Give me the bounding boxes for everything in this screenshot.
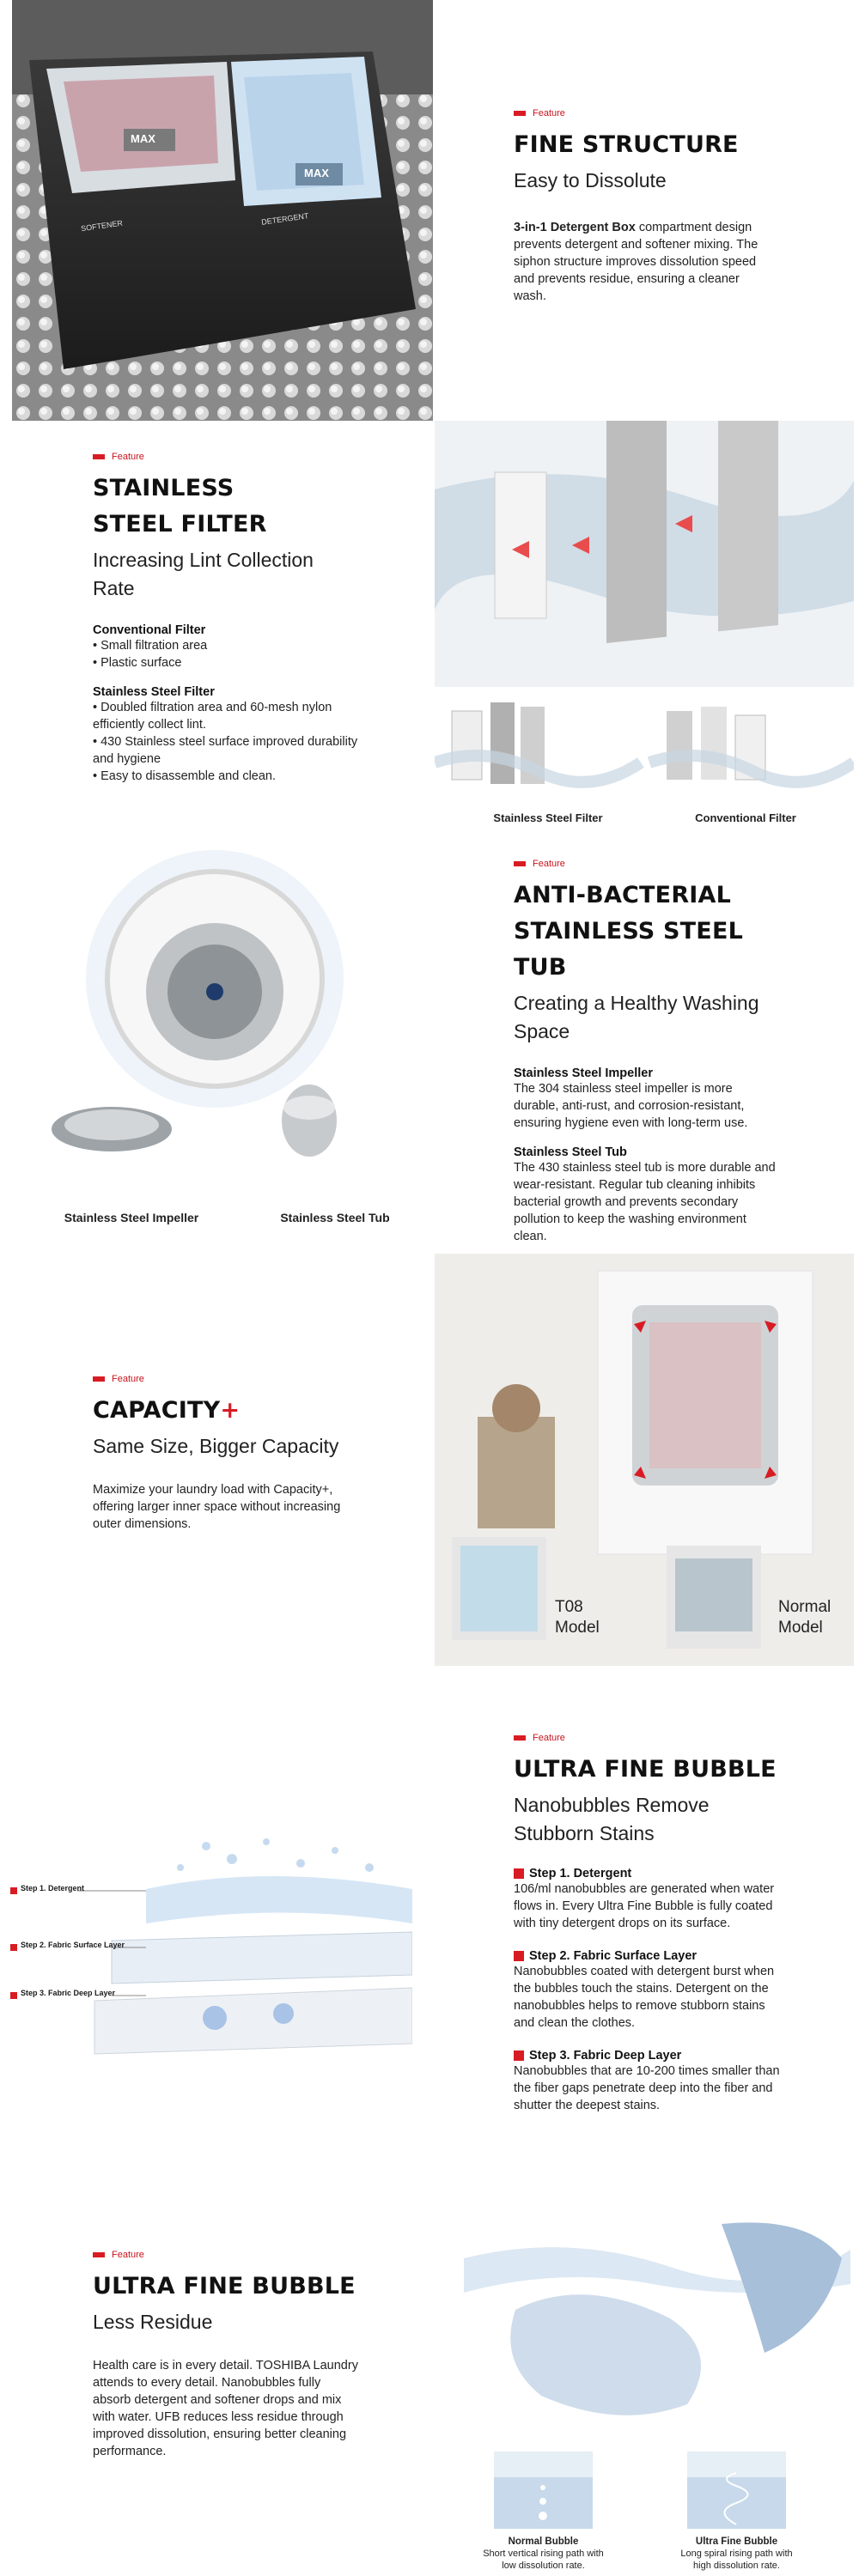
tub-impeller-image — [17, 841, 395, 1202]
section-ufb-residue — [0, 2198, 859, 2576]
filter-comparison-image — [435, 694, 854, 805]
ufb-caption: Ultra Fine Bubble Long spiral rising path with high dissolution rate. — [680, 2537, 793, 2571]
conventional-filter-list: • Small filtration area • Plastic surface — [93, 639, 208, 670]
anti-bacterial-subtitle: Creating a Healthy Washing Space — [514, 992, 759, 1042]
feature-tag-marker — [93, 1376, 105, 1382]
feature-tag-marker — [93, 2252, 105, 2257]
feature-tag: Feature — [93, 452, 368, 462]
tub-heading: Stainless Steel Tub — [514, 1145, 627, 1159]
max-label-1: MAX — [131, 132, 155, 145]
ufb-stains-text — [514, 1733, 780, 2114]
step3-body: Nanobubbles that are 10-200 times smaller than the fiber gaps penetrate deep into the fiber and shutter the deepest stains. — [514, 2064, 780, 2112]
step1-marker — [514, 1868, 524, 1879]
feature-tag: Feature — [514, 859, 780, 869]
detergent-label: DETERGENT — [260, 211, 309, 227]
normal-bubble-caption: Normal Bubble Short vertical rising path with low dissolution rate. — [483, 2537, 604, 2571]
normal-bubble-image — [494, 2451, 593, 2529]
section-ufb-stains — [0, 1717, 859, 2198]
step3-marker — [514, 2050, 524, 2061]
fine-structure-text — [514, 108, 771, 305]
step2-heading: Step 2. Fabric Surface Layer — [514, 1949, 780, 1963]
feature-tag-marker — [514, 111, 526, 116]
section-steel-filter — [0, 421, 859, 841]
feature-tag: Feature — [93, 2250, 368, 2260]
step2-body: Nanobubbles coated with detergent burst when the bubbles touch the stains. Detergent on the nanobubbles helps to remove stubborn stains and clean the clothes. — [514, 1965, 775, 2030]
anti-bacterial-title: ANTI-BACTERIAL STAINLESS STEEL TUB — [514, 882, 743, 981]
model-label-t08: T08 Model — [555, 1598, 600, 1637]
caption-steel-filter: Stainless Steel Filter — [493, 811, 603, 824]
feature-tag-marker — [514, 1735, 526, 1741]
steel-filter-list: • Doubled filtration area and 60-mesh nylon efficiently collect lint. • 430 Stainless steel surface improved durability and hygiene • Easy to disassemble and clean. — [93, 701, 358, 783]
section-capacity — [0, 1254, 859, 1683]
ufb-stains-title: ULTRA FINE BUBBLE — [514, 1756, 777, 1783]
cloth-splash-image — [464, 2207, 850, 2439]
capacity-subtitle: Same Size, Bigger Capacity — [93, 1435, 339, 1457]
ufb-stains-subtitle: Nanobubbles Remove Stubborn Stains — [514, 1794, 710, 1844]
steel-filter-subtitle: Increasing Lint Collection Rate — [93, 549, 314, 599]
steel-filter-title: STAINLESS STEEL FILTER — [93, 475, 267, 538]
feature-tag: Feature — [514, 1733, 780, 1743]
capacity-text — [93, 1374, 368, 1533]
tub-body: The 430 stainless steel tub is more durable and wear-resistant. Regular tub cleaning inhibits bacterial growth and prevents secondary pollution to keep the washing environment clean. — [514, 1161, 776, 1243]
impeller-heading: Stainless Steel Impeller — [514, 1066, 653, 1080]
detergent-box-image — [12, 0, 433, 421]
feature-tag-marker — [93, 454, 105, 459]
ufb-diagram-image — [9, 1829, 412, 2069]
section-fine-structure — [0, 0, 859, 429]
step3-heading: Step 3. Fabric Deep Layer — [514, 2049, 780, 2063]
fine-structure-body: 3-in-1 Detergent Box compartment design prevents detergent and softener mixing. The siphon structure improves dissolution speed and prevents residue, ensuring a cleaner wash. — [514, 221, 758, 303]
capacity-image — [435, 1254, 854, 1666]
diagram-label-step2: Step 2. Fabric Surface Layer — [21, 1941, 125, 1949]
capacity-plus: + — [220, 1397, 241, 1424]
diagram-label-step1: Step 1. Detergent — [21, 1884, 85, 1893]
max-label-2: MAX — [304, 167, 329, 179]
feature-tag: Feature — [514, 108, 771, 118]
fine-structure-subtitle: Easy to Dissolute — [514, 169, 667, 191]
steel-filter-text — [93, 452, 368, 785]
ufb-residue-subtitle: Less Residue — [93, 2311, 213, 2333]
ufb-residue-body: Health care is in every detail. TOSHIBA Laundry attends to every detail. Nanobubbles fully absorb detergent and softener drops and mix with water. UFB reduces less residue through improved dissolution, ensuring better cleaning performance. — [93, 2359, 358, 2458]
caption-impeller: Stainless Steel Impeller — [64, 1211, 199, 1224]
capacity-body: Maximize your laundry load with Capacity+, offering larger inner space without increasing outer dimensions. — [93, 1483, 341, 1531]
softener-label: SOFTENER — [80, 218, 124, 234]
section-anti-bacterial — [0, 841, 859, 1254]
step1-body: 106/ml nanobubbles are generated when water flows in. Every Ultra Fine Bubble is fully coated with tiny detergent drops on its surface. — [514, 1882, 775, 1930]
ufb-residue-text — [93, 2250, 368, 2460]
model-label-normal: Normal Model — [778, 1598, 832, 1637]
feature-tag: Feature — [93, 1374, 368, 1384]
ufb-residue-title: ULTRA FINE BUBBLE — [93, 2273, 356, 2300]
filter-flow-image — [435, 421, 854, 687]
feature-tag-marker — [514, 861, 526, 866]
ultra-fine-bubble-image — [687, 2451, 786, 2529]
steel-filter-heading: Stainless Steel Filter — [93, 685, 215, 699]
caption-conventional-filter: Conventional Filter — [695, 811, 796, 824]
conventional-filter-heading: Conventional Filter — [93, 623, 206, 637]
anti-bacterial-text — [514, 859, 780, 1245]
step2-marker — [514, 1951, 524, 1961]
capacity-title: CAPACITY+ — [93, 1397, 241, 1424]
impeller-body: The 304 stainless steel impeller is more durable, anti-rust, and corrosion-resistant, ensuring hygiene even with long-term use. — [514, 1082, 748, 1130]
diagram-label-step3: Step 3. Fabric Deep Layer — [21, 1989, 116, 1997]
caption-tub: Stainless Steel Tub — [280, 1211, 390, 1224]
fine-structure-title: FINE STRUCTURE — [514, 131, 739, 158]
step1-heading: Step 1. Detergent — [514, 1867, 780, 1880]
